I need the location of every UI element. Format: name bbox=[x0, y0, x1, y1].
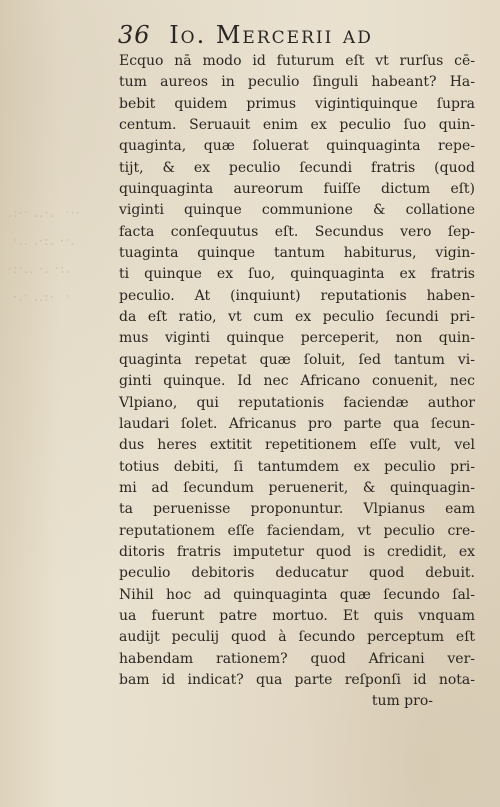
text-line: mus viginti quinque perceperit, non quin- bbox=[119, 330, 475, 347]
text-line: tijt, & ex peculio ſecundi fratris (quod bbox=[119, 159, 475, 176]
text-line: quaginta repetat quæ ſoluit, ſed tantum vi- bbox=[119, 351, 475, 368]
running-header bbox=[118, 20, 438, 50]
text-line: centum. Seruauit enim ex peculio ſuo quin- bbox=[119, 117, 475, 134]
text-line: Vlpiano, qui reputationis faciendæ author bbox=[119, 394, 475, 411]
text-line: peculio. At (inquiunt) reputationis haben- bbox=[119, 287, 475, 304]
text-line: quinquaginta aureorum fuiſſe dictum eſt) bbox=[119, 181, 475, 198]
text-line: habendam rationem? quod Africani ver- bbox=[119, 650, 475, 667]
body-text bbox=[119, 51, 475, 713]
text-line: peculio debitoris deducatur quod debuit. bbox=[119, 565, 475, 582]
text-line: tum aureos in peculio ſinguli habeant? Ha- bbox=[119, 74, 475, 91]
text-line: da eſt ratio, vt cum ex peculio ſecundi pri- bbox=[119, 309, 475, 326]
text-line: ta peruenisse proponuntur. Vlpianus eam bbox=[119, 501, 475, 518]
text-line: tuaginta quinque tantum habiturus, vigin- bbox=[119, 245, 475, 262]
text-line: Nihil hoc ad quinquaginta quæ ſecundo ſal- bbox=[119, 586, 475, 603]
text-line: ti quinque ex ſuo, quinquaginta ex fratris bbox=[119, 266, 475, 283]
show-through-text: .:·ˑ ..·. ˑ·· ˑ.. .·:. ·ˑ. ·:ˑ.. ·. ˑ:. ·.ˑ ..:· ˑ bbox=[8, 206, 81, 305]
text-line: facta conſequutus eſt. Secundus vero ſep- bbox=[119, 223, 475, 240]
text-line: quaginta, quæ ſoluerat quinquaginta repe- bbox=[119, 138, 475, 155]
text-line: bebit quidem primus vigintiquinque ſupra bbox=[119, 95, 475, 112]
text-line: ginti quinque. Id nec Africano conuenit, nec bbox=[119, 373, 475, 390]
text-line: viginti quinque communione & collatione bbox=[119, 202, 475, 219]
text-line: dus heres extitit repetitionem eſſe vult, vel bbox=[119, 437, 475, 454]
page-number: 36 bbox=[118, 21, 151, 49]
text-line: ditoris fratris imputetur quod is credidit, ex bbox=[119, 543, 475, 560]
text-line: bam id indicat? qua parte reſponſi id nota- bbox=[119, 671, 475, 688]
text-line: Ecquo nā modo id futurum eſt vt rurſus cē- bbox=[119, 53, 475, 69]
catchword: tum pro- bbox=[371, 693, 433, 710]
running-title: Io. Mercerii ad bbox=[169, 21, 373, 49]
text-line: laudari ſolet. Africanus pro parte qua ſecun- bbox=[119, 415, 475, 432]
text-line: totius debiti, ſi tantumdem ex peculio pri- bbox=[119, 458, 475, 475]
text-line: mi ad ſecundum peruenerit, & quinquagin- bbox=[119, 479, 475, 496]
text-line: reputationem eſſe faciendam, vt peculio cre- bbox=[119, 522, 475, 539]
text-line: ua fuerunt patre mortuo. Et quis vnquam bbox=[119, 607, 475, 624]
text-line: audijt peculij quod à ſecundo perceptum eſt bbox=[119, 629, 475, 646]
